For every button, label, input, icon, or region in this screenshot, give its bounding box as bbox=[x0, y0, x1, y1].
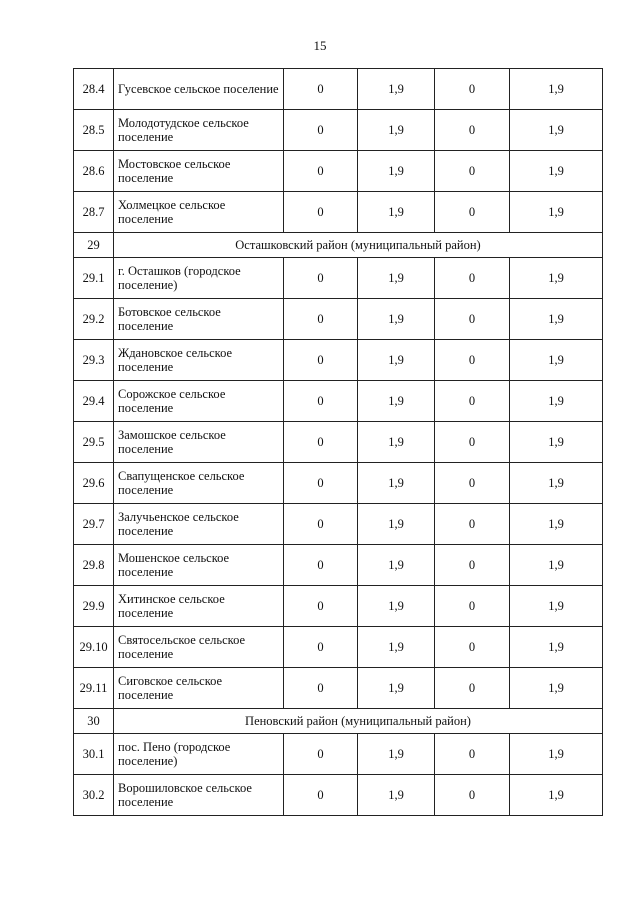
rate-value-2: 1,9 bbox=[358, 586, 435, 627]
district-row bbox=[74, 709, 603, 734]
rate-value-2: 1,9 bbox=[358, 192, 435, 233]
rate-value-2: 1,9 bbox=[358, 545, 435, 586]
rate-value-2: 1,9 bbox=[358, 668, 435, 709]
rate-value-1: 0 bbox=[284, 110, 358, 151]
table-row bbox=[74, 627, 603, 668]
row-number: 29.11 bbox=[74, 668, 114, 709]
rate-value-2: 1,9 bbox=[358, 340, 435, 381]
row-number: 29.5 bbox=[74, 422, 114, 463]
row-number: 29.1 bbox=[74, 258, 114, 299]
table-row bbox=[74, 586, 603, 627]
table-row bbox=[74, 69, 603, 110]
rate-value-4: 1,9 bbox=[510, 192, 603, 233]
settlement-name: Ботовское сельское поселение bbox=[114, 299, 284, 340]
rate-value-3: 0 bbox=[435, 69, 510, 110]
table-row bbox=[74, 545, 603, 586]
rate-value-1: 0 bbox=[284, 381, 358, 422]
rate-value-3: 0 bbox=[435, 545, 510, 586]
rate-value-2: 1,9 bbox=[358, 381, 435, 422]
settlement-name: Ворошиловское сельское поселение bbox=[114, 775, 284, 816]
row-number: 29.3 bbox=[74, 340, 114, 381]
rate-value-2: 1,9 bbox=[358, 422, 435, 463]
table-row bbox=[74, 258, 603, 299]
district-row bbox=[74, 233, 603, 258]
rate-value-4: 1,9 bbox=[510, 504, 603, 545]
rate-value-1: 0 bbox=[284, 69, 358, 110]
settlement-name: Хитинское сельское поселение bbox=[114, 586, 284, 627]
page-number: 15 bbox=[313, 38, 327, 53]
rate-value-4: 1,9 bbox=[510, 463, 603, 504]
table-row bbox=[74, 110, 603, 151]
rate-value-4: 1,9 bbox=[510, 734, 603, 775]
table-row bbox=[74, 340, 603, 381]
row-number: 28.5 bbox=[74, 110, 114, 151]
settlement-name: Мошенское сельское поселение bbox=[114, 545, 284, 586]
rate-value-3: 0 bbox=[435, 734, 510, 775]
row-number: 29.8 bbox=[74, 545, 114, 586]
settlement-name: пос. Пено (городское поселение) bbox=[114, 734, 284, 775]
rate-value-2: 1,9 bbox=[358, 110, 435, 151]
table-row bbox=[74, 734, 603, 775]
row-number: 30.1 bbox=[74, 734, 114, 775]
rate-value-4: 1,9 bbox=[510, 151, 603, 192]
row-number: 29.4 bbox=[74, 381, 114, 422]
table-row bbox=[74, 504, 603, 545]
rate-value-2: 1,9 bbox=[358, 69, 435, 110]
rate-value-3: 0 bbox=[435, 463, 510, 504]
rate-value-1: 0 bbox=[284, 463, 358, 504]
settlement-name: Молодотудское сельское поселение bbox=[114, 110, 284, 151]
rate-value-4: 1,9 bbox=[510, 586, 603, 627]
rate-value-3: 0 bbox=[435, 422, 510, 463]
rate-value-4: 1,9 bbox=[510, 69, 603, 110]
rate-value-4: 1,9 bbox=[510, 545, 603, 586]
rate-value-2: 1,9 bbox=[358, 734, 435, 775]
rate-value-2: 1,9 bbox=[358, 299, 435, 340]
settlement-name: Залучьенское сельское поселение bbox=[114, 504, 284, 545]
rate-value-1: 0 bbox=[284, 340, 358, 381]
settlement-name: Мостовское сельское поселение bbox=[114, 151, 284, 192]
settlement-name: Замошское сельское поселение bbox=[114, 422, 284, 463]
table-row bbox=[74, 463, 603, 504]
table-row bbox=[74, 381, 603, 422]
table-row bbox=[74, 192, 603, 233]
rate-value-2: 1,9 bbox=[358, 151, 435, 192]
rate-value-3: 0 bbox=[435, 775, 510, 816]
rate-value-4: 1,9 bbox=[510, 381, 603, 422]
table-row bbox=[74, 422, 603, 463]
settlement-name: Сорожское сельское поселение bbox=[114, 381, 284, 422]
settlement-name: Гусевское сельское поселение bbox=[114, 69, 284, 110]
rate-value-2: 1,9 bbox=[358, 258, 435, 299]
rate-value-2: 1,9 bbox=[358, 504, 435, 545]
rate-value-4: 1,9 bbox=[510, 668, 603, 709]
rate-value-1: 0 bbox=[284, 775, 358, 816]
settlement-name: Святосельское сельское поселение bbox=[114, 627, 284, 668]
rate-value-3: 0 bbox=[435, 299, 510, 340]
row-number: 30 bbox=[74, 709, 114, 734]
row-number: 28.7 bbox=[74, 192, 114, 233]
row-number: 29.7 bbox=[74, 504, 114, 545]
rate-value-3: 0 bbox=[435, 258, 510, 299]
row-number: 29 bbox=[74, 233, 114, 258]
rate-value-4: 1,9 bbox=[510, 340, 603, 381]
rate-value-3: 0 bbox=[435, 381, 510, 422]
rate-value-3: 0 bbox=[435, 192, 510, 233]
district-name: Осташковский район (муниципальный район) bbox=[114, 233, 603, 258]
table-row bbox=[74, 151, 603, 192]
settlement-name: Холмецкое сельское поселение bbox=[114, 192, 284, 233]
row-number: 29.6 bbox=[74, 463, 114, 504]
rate-value-1: 0 bbox=[284, 627, 358, 668]
rate-value-1: 0 bbox=[284, 192, 358, 233]
rate-value-3: 0 bbox=[435, 668, 510, 709]
row-number: 28.6 bbox=[74, 151, 114, 192]
table-row bbox=[74, 299, 603, 340]
row-number: 29.9 bbox=[74, 586, 114, 627]
table-row bbox=[74, 668, 603, 709]
rate-value-1: 0 bbox=[284, 586, 358, 627]
rate-value-3: 0 bbox=[435, 504, 510, 545]
rate-value-1: 0 bbox=[284, 151, 358, 192]
rate-value-3: 0 bbox=[435, 340, 510, 381]
rate-value-4: 1,9 bbox=[510, 110, 603, 151]
rate-value-2: 1,9 bbox=[358, 775, 435, 816]
rate-value-3: 0 bbox=[435, 586, 510, 627]
district-name: Пеновский район (муниципальный район) bbox=[114, 709, 603, 734]
rate-value-4: 1,9 bbox=[510, 627, 603, 668]
rate-value-1: 0 bbox=[284, 422, 358, 463]
rate-value-1: 0 bbox=[284, 258, 358, 299]
rate-value-4: 1,9 bbox=[510, 422, 603, 463]
rate-value-3: 0 bbox=[435, 627, 510, 668]
rate-value-4: 1,9 bbox=[510, 258, 603, 299]
settlement-name: Свапущенское сельское поселение bbox=[114, 463, 284, 504]
rates-table-body bbox=[74, 69, 603, 816]
rate-value-1: 0 bbox=[284, 668, 358, 709]
rate-value-1: 0 bbox=[284, 504, 358, 545]
rate-value-4: 1,9 bbox=[510, 775, 603, 816]
row-number: 30.2 bbox=[74, 775, 114, 816]
rate-value-3: 0 bbox=[435, 151, 510, 192]
row-number: 28.4 bbox=[74, 69, 114, 110]
rate-value-1: 0 bbox=[284, 299, 358, 340]
rate-value-1: 0 bbox=[284, 545, 358, 586]
settlement-name: Сиговское сельское поселение bbox=[114, 668, 284, 709]
row-number: 29.2 bbox=[74, 299, 114, 340]
rate-value-2: 1,9 bbox=[358, 463, 435, 504]
rate-value-4: 1,9 bbox=[510, 299, 603, 340]
table-row bbox=[74, 775, 603, 816]
rate-value-3: 0 bbox=[435, 110, 510, 151]
rates-table bbox=[73, 68, 603, 816]
settlement-name: г. Осташков (городское поселение) bbox=[114, 258, 284, 299]
settlement-name: Ждановское сельское поселение bbox=[114, 340, 284, 381]
rate-value-2: 1,9 bbox=[358, 627, 435, 668]
rate-value-1: 0 bbox=[284, 734, 358, 775]
row-number: 29.10 bbox=[74, 627, 114, 668]
